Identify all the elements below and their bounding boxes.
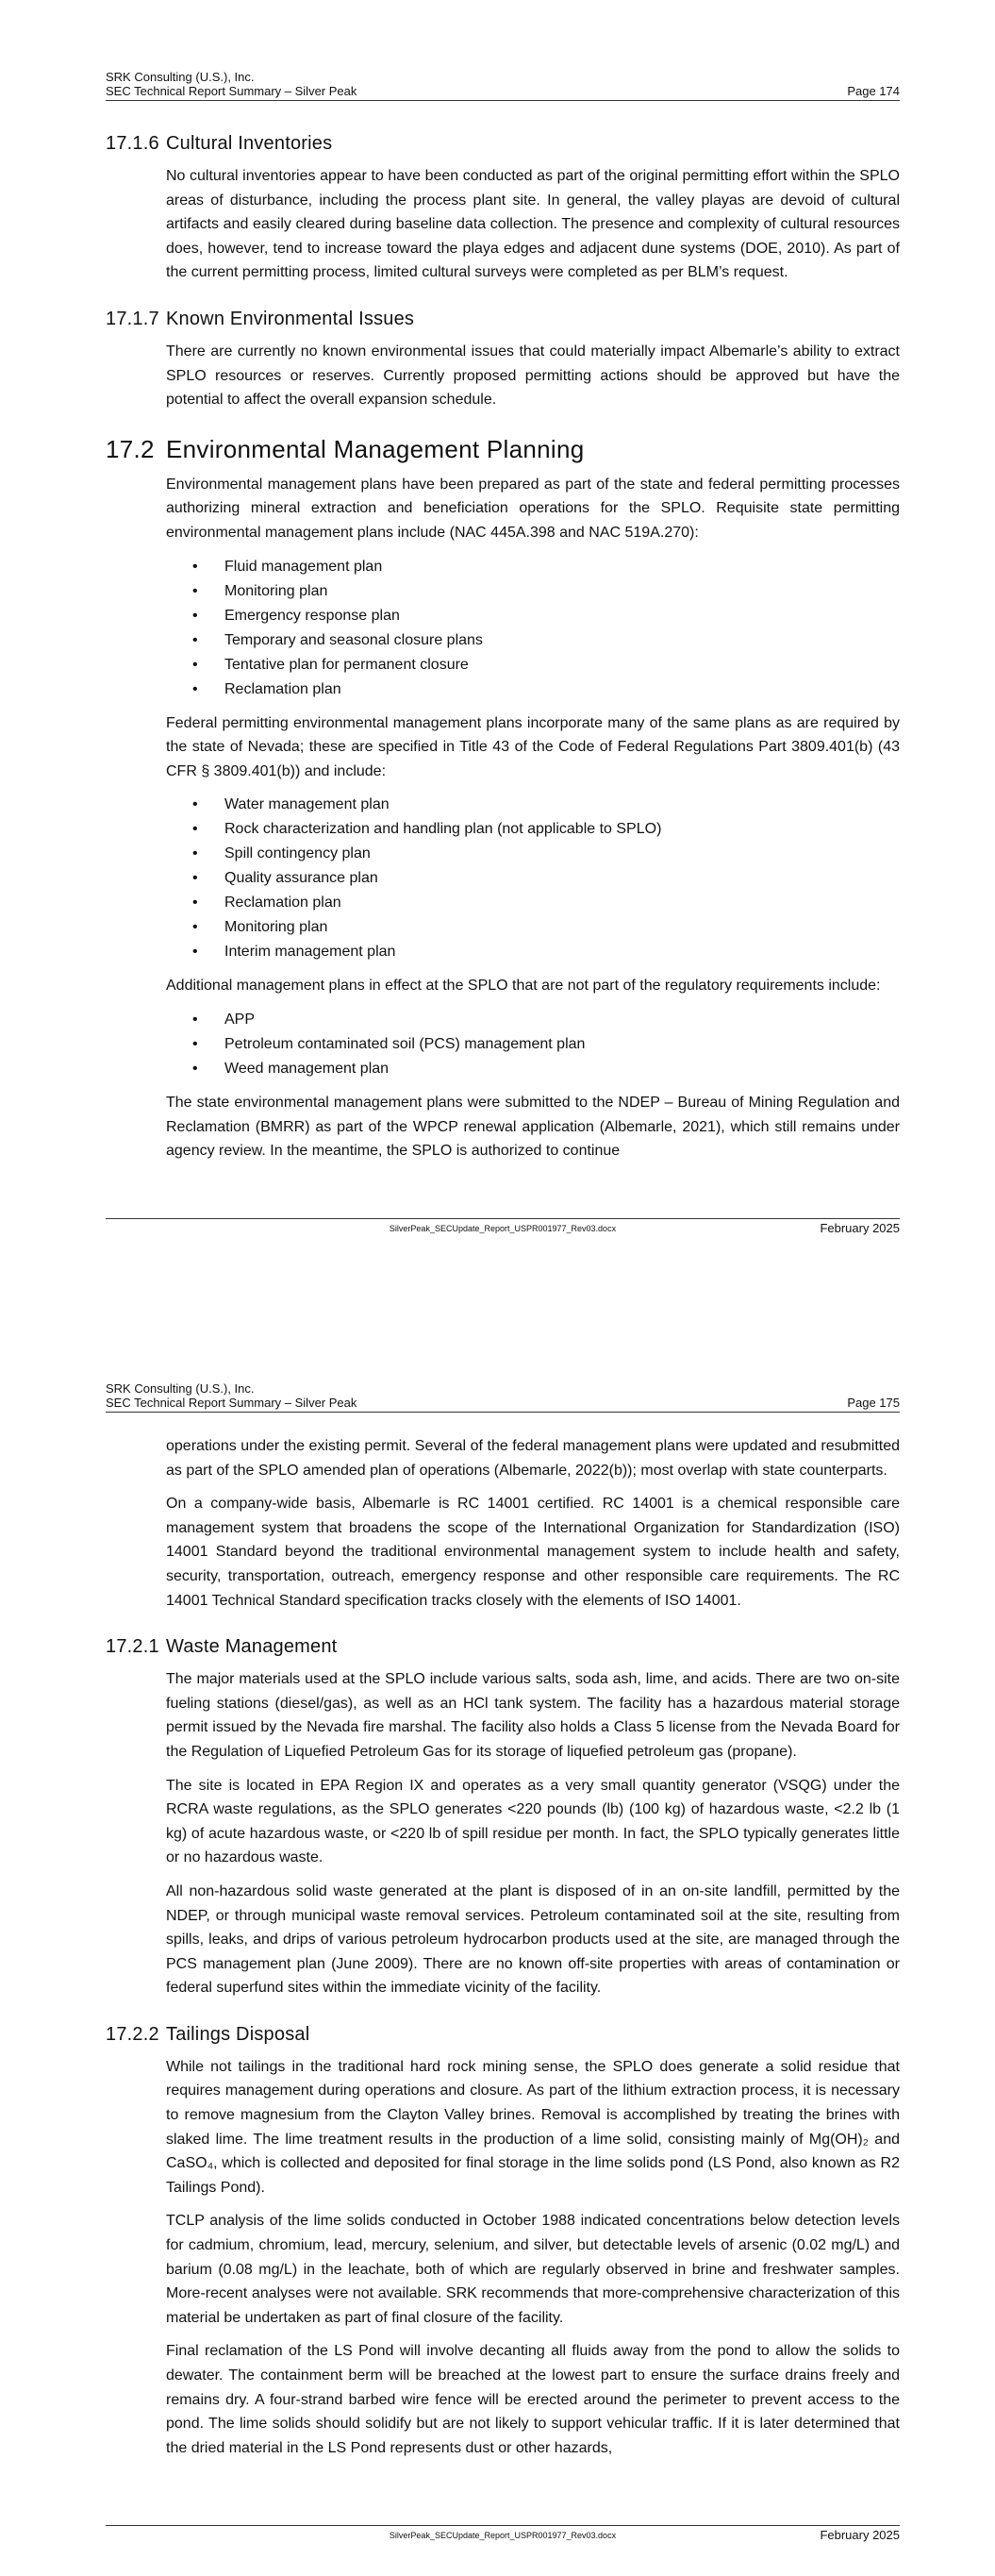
list-item: • Monitoring plan (166, 915, 900, 940)
section-number: 17.2.2 (106, 2023, 159, 2045)
section-title: Tailings Disposal (166, 2023, 310, 2045)
footer-date: February 2025 (820, 1221, 900, 1235)
list-item: • Rock characterization and handling plan (not applicable to SPLO) (166, 817, 900, 842)
list-item: • Fluid management plan (166, 555, 900, 579)
paragraph: On a company-wide basis, Albemarle is RC 14001 certified. RC 14001 is a chemical responsible care management system that broadens the scope of the International Organization for Standardization (ISO) 14001 Standard beyond the traditional environmental management system to include health and safety, security, transportation, outreach, emergency response and other responsible care requirements. The RC 14001 Technical Standard specification tracks closely with the elements of ISO 14001. (166, 1496, 900, 1609)
section-title: Known Environmental Issues (166, 308, 415, 329)
paragraph: The major materials used at the SPLO include various salts, soda ash, lime, and acids. There are two on-site fueling stations (diesel/gas), as well as an HCl tank system. The facility has a hazardous material storage permit issued by the Nevada fire marshal. The facility also holds a Class 5 license from the Nevada Board for the Regulation of Liquefied Petroleum Gas for its storage of liquefied petroleum gas (propane). (166, 1671, 900, 1760)
header-report-title: SEC Technical Report Summary – Silver Peak (106, 84, 357, 98)
header-page-number: Page 175 (847, 1396, 900, 1410)
header-company: SRK Consulting (U.S.), Inc. (106, 70, 255, 84)
section-heading-17-2 (106, 435, 900, 463)
section-heading-17-2-1 (106, 1635, 900, 1658)
paragraph: Federal permitting environmental management plans incorporate many of the same plans as are required by the state of Nevada; these are specified in Title 43 of the Code of Federal Regulations Part 3809.401(b) (43 CFR § 3809.401(b)) and include: (166, 714, 900, 779)
paragraph: Final reclamation of the LS Pond will involve decanting all fluids away from the pond to allow the solids to dewater. The containment berm will be breached at the lowest part to ensure the surface drains freely and remains dry. A four-strand barbed wire fence will be erected around the perimeter to prevent access to the pond. The lime solids should solidify but are not likely to support vehicular traffic. If it is later determined that the dried material in the LS Pond represents dust or other hazards, (166, 2343, 900, 2456)
list-item: • Tentative plan for permanent closure (166, 653, 900, 677)
list-item: • Monitoring plan (166, 579, 900, 604)
section-heading-17-1-6 (106, 132, 900, 155)
paragraph: There are currently no known environmental issues that could materially impact Albemarle’s ability to extract SPLO resources or reserves. Currently proposed permitting actions should be approved but have the potential to affect the overall expansion schedule. (166, 343, 900, 409)
page-header (106, 1381, 900, 1410)
paragraph: While not tailings in the traditional hard rock mining sense, the SPLO does generate a solid residue that requires management during operations and closure. As part of the lithium extraction process, it is necessary to remove magnesium from the Clayton Valley brines. Removal is accomplished by treating the brines with slaked lime. The lime treatment results in the production of a lime solid, consisting mainly of Mg(OH)₂ and CaSO₄, which is collected and deposited for final storage in the lime solids pond (LS Pond, also known as R2 Tailings Pond). (166, 2058, 900, 2196)
list-item: • Reclamation plan (166, 891, 900, 915)
list-item: • Quality assurance plan (166, 866, 900, 891)
page-body (106, 1434, 900, 2469)
list-item: • Spill contingency plan (166, 842, 900, 866)
section-title: Cultural Inventories (166, 133, 333, 154)
paragraph: Environmental management plans have been prepared as part of the state and federal permitting processes authorizing mineral extraction and beneficiation operations for the SPLO. Requisite state permitting environmental management plans include (NAC 445A.398 and NAC 519A.270): (166, 476, 900, 541)
list-item: • Weed management plan (166, 1057, 900, 1081)
header-company: SRK Consulting (U.S.), Inc. (106, 1381, 255, 1396)
header-divider (106, 100, 900, 101)
paragraph: The state environmental management plans were submitted to the NDEP – Bureau of Mining Regulation and Reclamation (BMRR) as part of the WPCP renewal application (Albemarle, 2021), which still remains under agency review. In the meantime, the SPLO is authorized to continue (166, 1094, 900, 1160)
paragraph: No cultural inventories appear to have been conducted as part of the original permitting effort within the SPLO areas of disturbance, including the process plant site. In general, the valley playas are devoid of cultural artifacts and easily cleared during baseline data collection. The presence and complexity of cultural resources does, however, tend to increase toward the playa edges and adjacent dune systems (DOE, 2010). As part of the current permitting process, limited cultural surveys were completed as per BLM’s request. (166, 168, 900, 281)
section-title: Waste Management (166, 1636, 338, 1658)
footer-filename: SilverPeak_SECUpdate_Report_USPR001977_Rev03.docx (389, 1224, 617, 1233)
list-item: • Reclamation plan (166, 677, 900, 702)
list-item: • APP (166, 1008, 900, 1032)
state-plans-list (166, 555, 900, 702)
section-heading-17-1-7 (106, 308, 900, 330)
header-page-number: Page 174 (847, 84, 900, 98)
section-heading-17-2-2 (106, 2023, 900, 2046)
list-item: • Temporary and seasonal closure plans (166, 628, 900, 653)
footer-divider (106, 1218, 900, 1219)
section-title: Environmental Management Planning (166, 434, 585, 463)
paragraph: The site is located in EPA Region IX and operates as a very small quantity generator (VSQG) under the RCRA waste regulations, as the SPLO generates <220 pounds (lb) (100 kg) of hazardous waste, <2.2 lb (1 kg) of acute hazardous waste, or <220 lb of spill residue per month. In fact, the SPLO typically generates little or no hazardous waste. (166, 1777, 900, 1866)
page-footer (106, 2528, 900, 2543)
page-footer (106, 1221, 900, 1236)
section-number: 17.1.7 (106, 308, 159, 329)
paragraph: operations under the existing permit. Several of the federal management plans were updated and resubmitted as part of the SPLO amended plan of operations (Albemarle, 2022(b)); most overlap with state counterparts. (166, 1438, 900, 1479)
footer-date: February 2025 (820, 2528, 900, 2542)
page-header (106, 70, 900, 98)
footer-divider (106, 2525, 900, 2526)
list-item: • Emergency response plan (166, 604, 900, 628)
federal-plans-list (166, 793, 900, 964)
additional-plans-list (166, 1008, 900, 1081)
list-item: • Water management plan (166, 793, 900, 817)
header-divider (106, 1412, 900, 1413)
list-item: • Interim management plan (166, 940, 900, 964)
report-page-175 (0, 1293, 995, 2576)
section-number: 17.2 (106, 434, 155, 463)
section-number: 17.2.1 (106, 1636, 159, 1658)
paragraph: Additional management plans in effect at the SPLO that are not part of the regulatory requirements include: (166, 978, 881, 995)
header-report-title: SEC Technical Report Summary – Silver Peak (106, 1396, 357, 1410)
list-item: • Petroleum contaminated soil (PCS) management plan (166, 1032, 900, 1057)
page-body (106, 132, 900, 1173)
paragraph: All non-hazardous solid waste generated at the plant is disposed of in an on-site landfill, permitted by the NDEP, or through municipal waste removal services. Petroleum contaminated soil at the site, resulting from spills, leaks, and drips of various petroleum hydrocarbon products used at the site, are managed through the PCS management plan (June 2009). There are no known off-site properties with areas of contamination or federal superfund sites within the immediate vicinity of the facility. (166, 1882, 900, 1997)
paragraph: TCLP analysis of the lime solids conducted in October 1988 indicated concentrations below detection levels for cadmium, chromium, lead, mercury, selenium, and silver, but detectable levels of arsenic (0.02 mg/L) and barium (0.08 mg/L) in the leachate, both of which are regularly observed in brine and freshwater samples. More-recent analyses were not available. SRK recommends that more-comprehensive characterization of this material be undertaken as part of final closure of the facility. (166, 2213, 900, 2326)
footer-filename: SilverPeak_SECUpdate_Report_USPR001977_Rev03.docx (389, 2531, 617, 2540)
section-number: 17.1.6 (106, 133, 159, 154)
